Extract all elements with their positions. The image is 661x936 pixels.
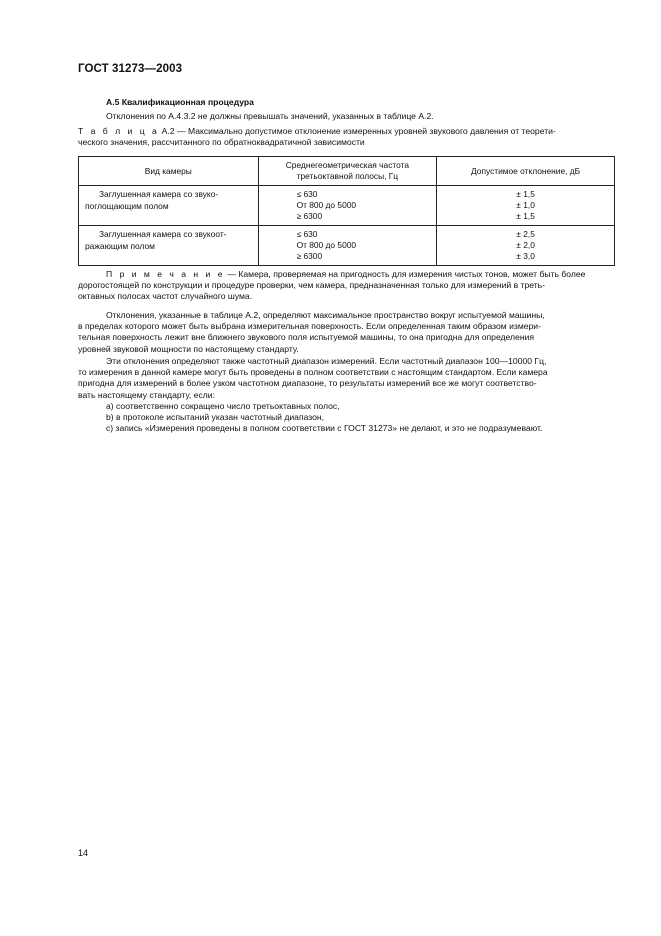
chamber-name-cell xyxy=(79,186,259,226)
list-item: b) в протоколе испытаний указан частотный диапазон, xyxy=(106,412,325,423)
header-chamber-type: Вид камеры xyxy=(79,157,259,186)
paragraph-measurement-space xyxy=(78,310,545,355)
table-note xyxy=(78,269,585,303)
document-code: ГОСТ 31273—2003 xyxy=(78,63,183,75)
note-line3: октавных полосах частот случайного шума. xyxy=(78,291,253,302)
paragraph-line: то измерения в данной камере могут быть проведены в полном соответствии с настоящим стандартом. Если камера xyxy=(78,367,548,378)
paragraph-line: Отклонения, указанные в таблице А.2, определяют максимальное пространство вокруг испытуемой машины, xyxy=(106,310,545,320)
paragraph-line: в пределах которого может быть выбрана измерительная поверхность. Если определенная таким образом измери- xyxy=(78,321,541,332)
chamber-name-cell xyxy=(79,226,259,266)
table-caption-label: Т а б л и ц а xyxy=(78,126,160,136)
paragraph-line: вать настоящему стандарту, если: xyxy=(78,389,215,400)
note-label: П р и м е ч а н и е xyxy=(106,269,226,279)
paragraph-line: Эти отклонения определяют также частотный диапазон измерений. Если частотный диапазон 100—10000 Гц, xyxy=(106,356,547,366)
header-frequency-line2: третьоктавной полосы, Гц xyxy=(296,171,399,181)
frequency-cell xyxy=(258,186,437,226)
paragraph-frequency-range xyxy=(78,356,548,401)
header-deviation: Допустимое отклонение, дБ xyxy=(437,157,615,186)
frequency-cell xyxy=(258,226,437,266)
list-item: a) соответственно сокращено число третьоктавных полос, xyxy=(106,401,340,411)
chamber-name-line1: Заглушенная камера со звукоот- xyxy=(99,229,227,239)
deviation-table xyxy=(78,156,615,266)
paragraph-line: уровней звуковой мощности по настоящему стандарту. xyxy=(78,343,299,354)
deviation-value: ± 3,0 xyxy=(516,251,535,262)
frequency-value: ≥ 6300 xyxy=(296,211,323,222)
table-header-row xyxy=(79,157,615,186)
section-title: А.5 Квалификационная процедура xyxy=(106,97,254,107)
note-line2: дорогостоящей по конструкции и процедуре проверки, чем камера, предназначенная только для измерений в треть- xyxy=(78,280,546,291)
chamber-name-line2: поглощающим полом xyxy=(85,200,169,211)
deviation-value: ± 1,5 xyxy=(516,189,535,199)
frequency-value: ≤ 630 xyxy=(296,189,318,199)
deviation-cell xyxy=(437,186,615,226)
table-row xyxy=(79,186,615,226)
list-item: c) запись «Измерения проведены в полном соответствии с ГОСТ 31273» не делают, и это не подразумевают. xyxy=(106,423,543,434)
header-frequency-line1: Среднегеометрическая частота xyxy=(285,160,409,170)
deviation-value: ± 1,0 xyxy=(516,200,535,211)
deviation-cell xyxy=(437,226,615,266)
conditions-list xyxy=(106,401,542,435)
header-frequency xyxy=(258,157,437,186)
intro-paragraph: Отклонения по А.4.3.2 не должны превышать значений, указанных в таблице А.2. xyxy=(106,111,434,121)
deviation-value: ± 2,5 xyxy=(516,229,535,239)
table-caption xyxy=(78,126,556,148)
table-caption-line2: ческого значения, рассчитанного по обратноквадратичной зависимости xyxy=(78,137,365,148)
frequency-value: От 800 до 5000 xyxy=(296,200,357,211)
frequency-value: От 800 до 5000 xyxy=(296,240,357,251)
note-line1: — Камера, проверяемая на пригодность для измерения чистых тонов, может быть более xyxy=(225,269,586,279)
table-caption-line1: А.2 — Максимально допустимое отклонение измеренных уровней звукового давления от теорети- xyxy=(159,126,556,136)
page-number: 14 xyxy=(78,848,89,858)
frequency-value: ≤ 630 xyxy=(296,229,318,239)
paragraph-line: тельная поверхность лежит вне ближнего звукового поля испытуемой машины, то она пригодна для определения xyxy=(78,332,535,343)
frequency-value: ≥ 6300 xyxy=(296,251,323,262)
deviation-value: ± 1,5 xyxy=(516,211,535,222)
paragraph-line: пригодна для измерений в более узком частотном диапазоне, то результаты измерений все же могут соответство- xyxy=(78,378,537,389)
chamber-name-line2: ражающим полом xyxy=(85,240,155,251)
deviation-value: ± 2,0 xyxy=(516,240,535,251)
chamber-name-line1: Заглушенная камера со звуко- xyxy=(99,189,219,199)
table-row xyxy=(79,226,615,266)
